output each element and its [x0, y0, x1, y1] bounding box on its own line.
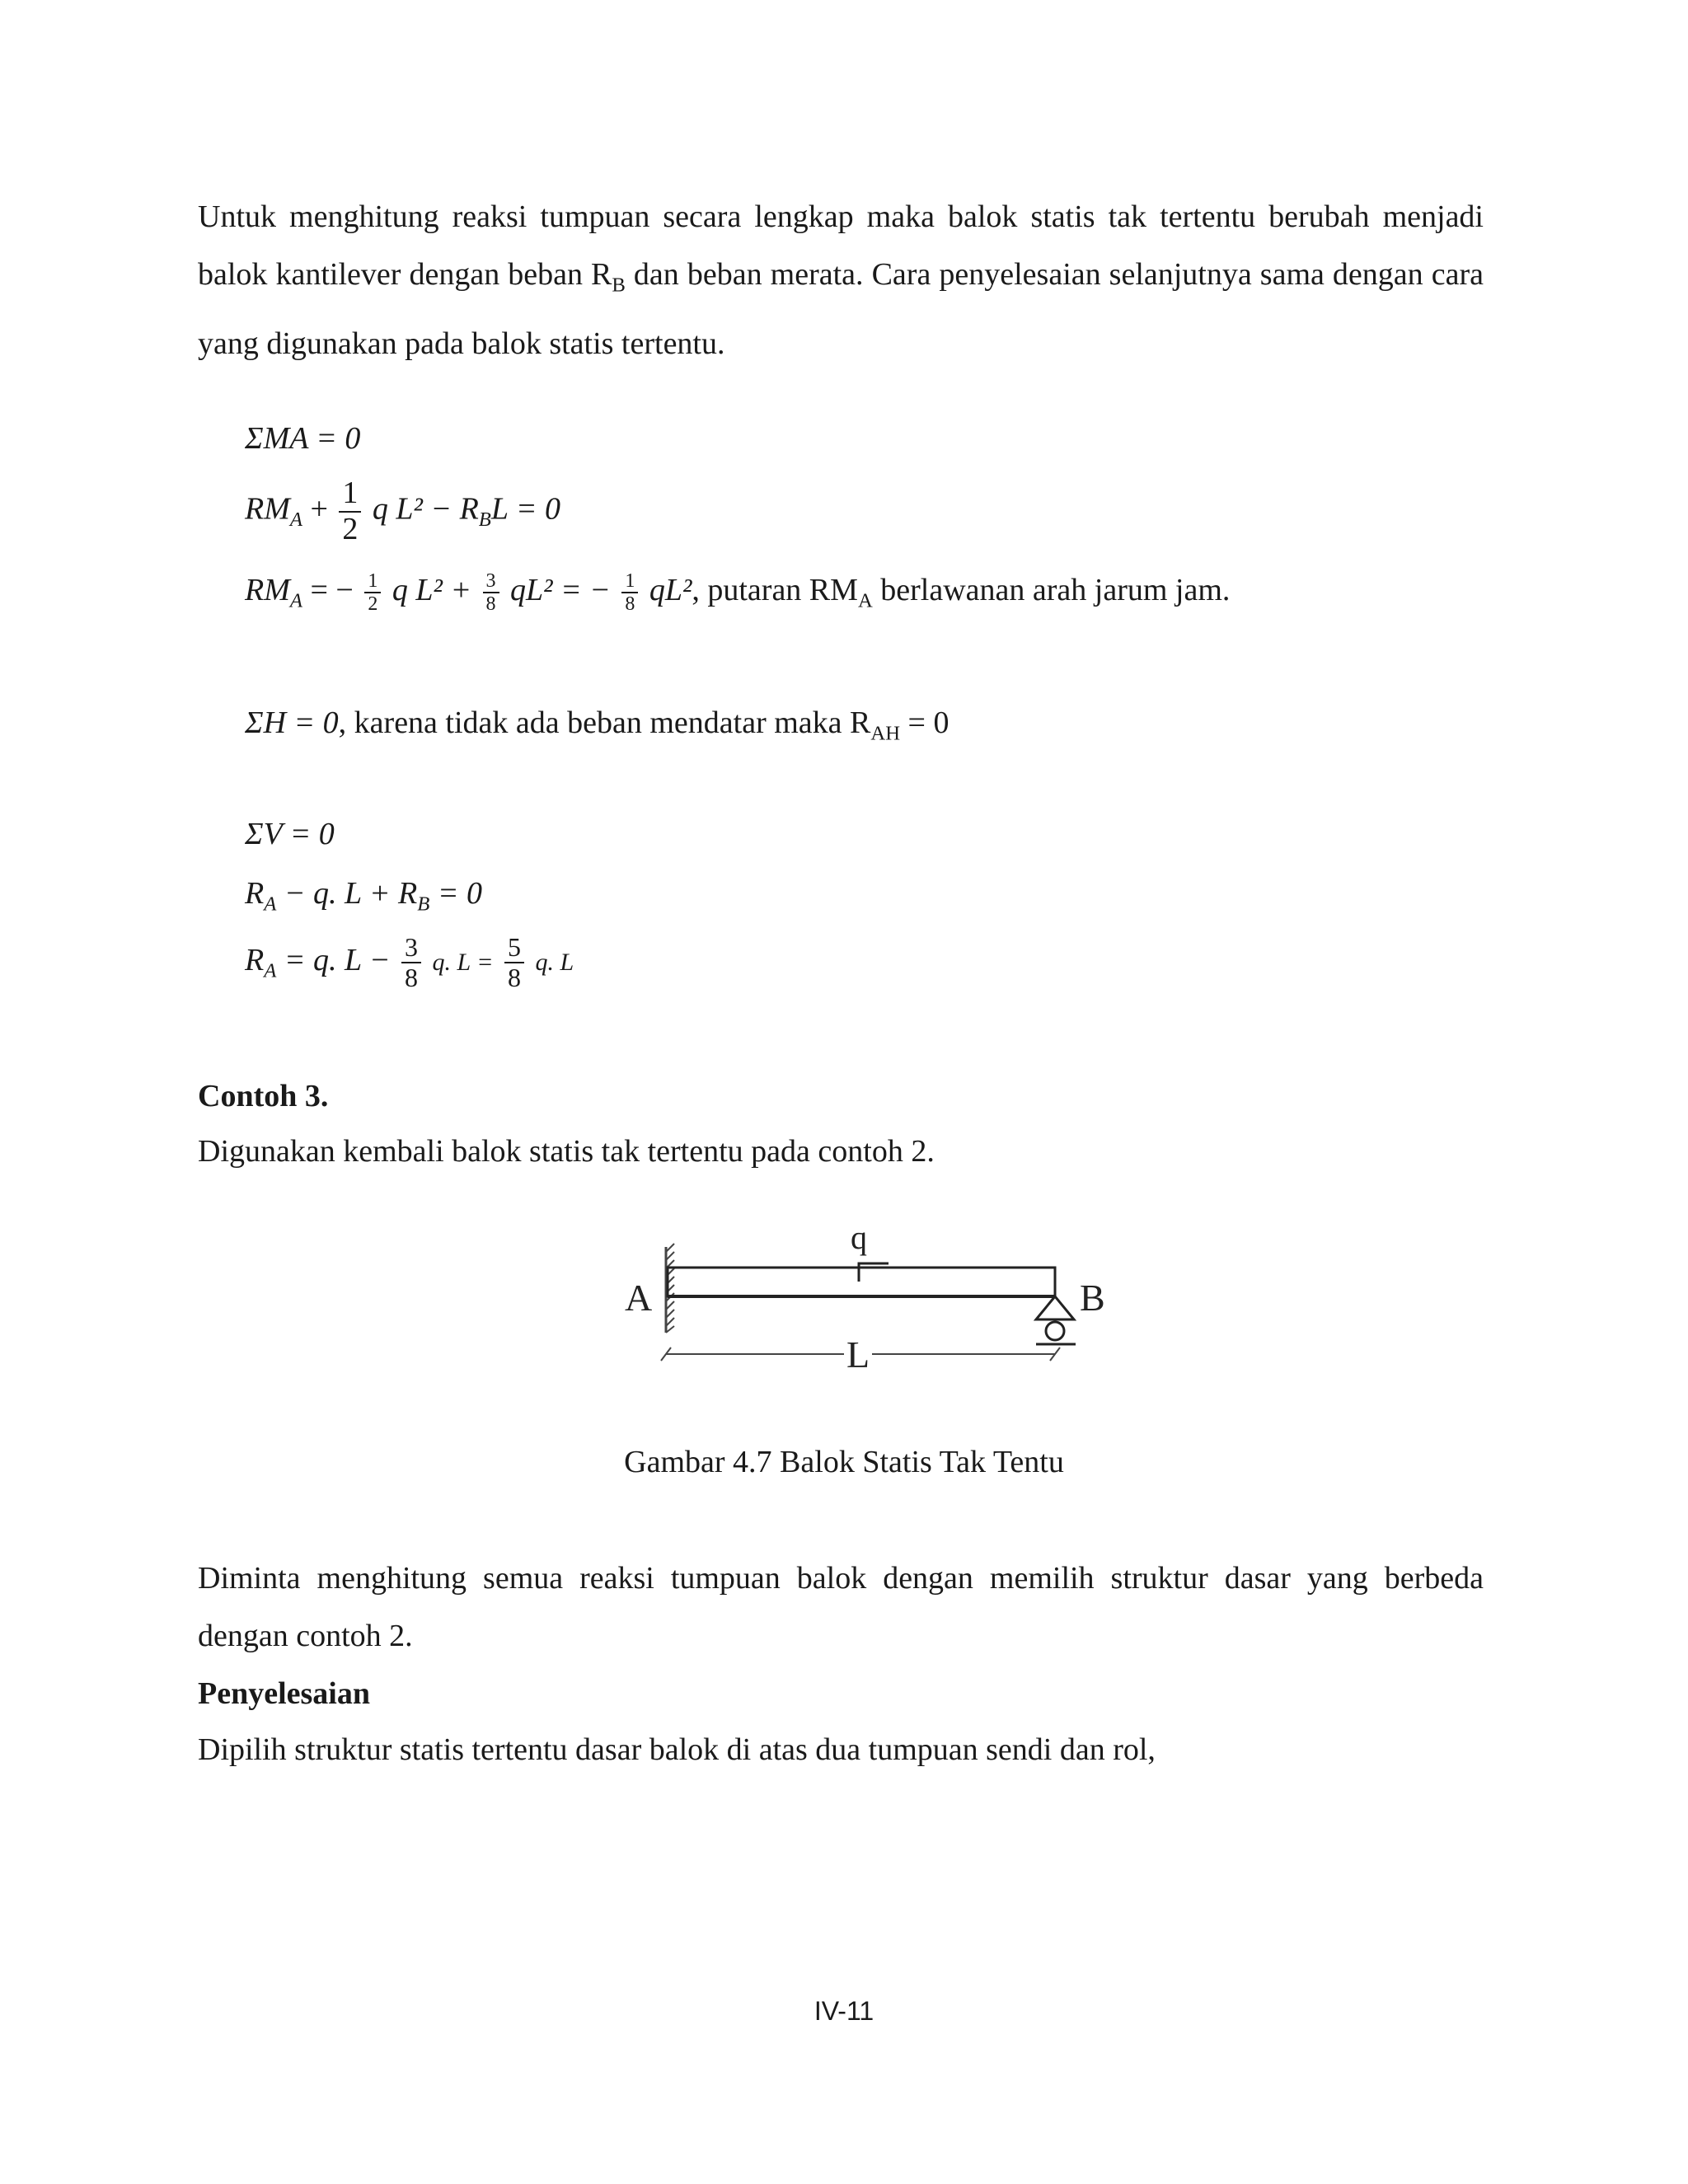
label-a: A [625, 1277, 653, 1319]
roller-support-b [1036, 1296, 1076, 1344]
label-l: L [846, 1333, 870, 1376]
eq-moment-line2: $RM_A$ + $\frac{1}{2}$ q $L^2 - R_BL = 0$ [245, 476, 560, 546]
eq-vertical-line3: $R_A = q$. L − $\frac{3}{8}$ q. L = $\frac{5}{8}$ q. L [245, 932, 574, 993]
eq-moment-line3: $RM_A$ = − $\frac{1}{2}$ q L² + $\frac{3}{8}$ qL² = − $\frac{1}{8}$ qL², putaran $RM_A$ berlawanan arah jarum jam. [245, 570, 1231, 616]
task-paragraph: Diminta menghitung semua reaksi tumpuan balok dengan memilih struktur dasar yang berbeda dengan contoh 2. [198, 1561, 1484, 1653]
distributed-load-block [668, 1268, 1055, 1296]
load-marker [859, 1263, 889, 1282]
label-b: B [1080, 1277, 1105, 1319]
fraction-5-8: $\frac{5}{8}$ [504, 933, 524, 992]
page-number: IV-11 [814, 1996, 874, 2026]
example-text: Digunakan kembali balok statis tak tertentu pada contoh 2. [198, 1134, 935, 1169]
eq-sum-moment: ΣMA = 0 [245, 421, 361, 456]
fraction-1-8: $\frac{1}{8}$ [621, 570, 638, 616]
figure-caption: Gambar 4.7 Balok Statis Tak Tentu [624, 1445, 1064, 1479]
eq-vertical-line2: $R_A - q$. $L + R_B = 0$ [245, 876, 483, 916]
label-q: q [851, 1219, 867, 1256]
solution-text: Dipilih struktur statis tertentu dasar balok di atas dua tumpuan sendi dan rol, [198, 1732, 1156, 1767]
fraction-one-half: $\frac{1}{2}$ [339, 476, 361, 547]
example-heading: Contoh 3. [198, 1079, 329, 1113]
solution-heading: Penyelesaian [198, 1676, 370, 1711]
fraction-1-2: $\frac{1}{2}$ [364, 570, 381, 616]
fraction-3-8: $\frac{3}{8}$ [401, 933, 421, 992]
fraction-3-8: $\frac{3}{8}$ [483, 570, 499, 616]
beam-figure [593, 1199, 1121, 1397]
eq-horizontal: ΣH = 0, karena tidak ada beban mendatar maka $R_{AH} = 0$ [245, 705, 950, 745]
intro-paragraph: Untuk menghitung reaksi tumpuan secara lengkap maka balok statis tak tertentu berubah menjadi balok kantilever dengan beban $R_B$ dan beban merata. Cara penyelesaian selanjutnya sama dengan cara yang digunakan pada balok statis tertentu. [198, 199, 1484, 361]
eq-sum-vertical: ΣV = 0 [245, 817, 335, 851]
